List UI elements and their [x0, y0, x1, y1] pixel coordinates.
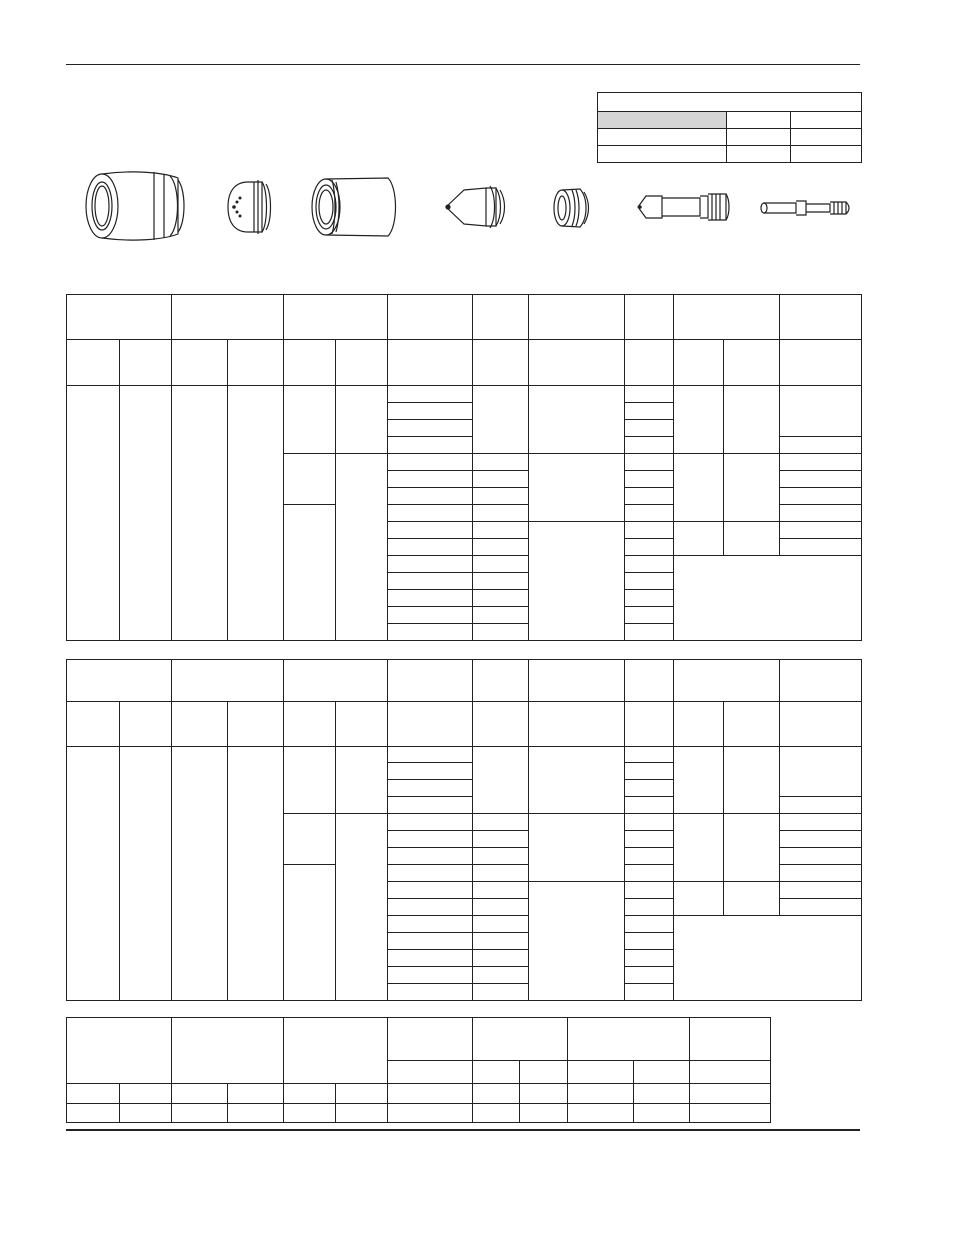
consumable-parts-row: [66, 160, 860, 255]
body-cell: [388, 848, 473, 865]
subheader-cell: [120, 340, 172, 386]
body-cell: [625, 831, 674, 848]
subheader-cell: [520, 1061, 568, 1084]
header-cell: [780, 660, 862, 702]
summary-cell: [791, 112, 862, 129]
body-cell: [529, 522, 625, 641]
footer-table: [66, 1017, 771, 1123]
header-cell: [172, 660, 284, 702]
body-cell: [473, 1084, 520, 1104]
electrode-icon: [636, 190, 732, 224]
body-cell: [388, 814, 473, 831]
subheader-cell: [674, 340, 724, 386]
body-cell: [473, 522, 529, 539]
header-cell: [388, 660, 473, 702]
body-cell: [388, 522, 473, 539]
subheader-cell: [388, 1061, 473, 1084]
subheader-cell: [724, 340, 780, 386]
body-cell: [473, 1104, 520, 1123]
body-cell: [388, 984, 473, 1001]
body-cell: [473, 950, 529, 967]
body-cell: [388, 882, 473, 899]
body-cell: [780, 437, 862, 454]
body-cell: [473, 831, 529, 848]
body-cell: [473, 454, 529, 471]
header-cell: [625, 660, 674, 702]
body-cell: [780, 797, 862, 814]
subheader-cell: [473, 702, 529, 747]
body-cell: [388, 933, 473, 950]
body-cell: [473, 933, 529, 950]
body-cell: [388, 607, 473, 624]
subheader-cell: [67, 340, 120, 386]
body-cell: [388, 539, 473, 556]
subheader-cell: [473, 1061, 520, 1084]
body-cell: [67, 386, 120, 641]
body-cell: [172, 386, 228, 641]
bottom-rule: [66, 1129, 860, 1131]
body-cell: [625, 899, 674, 916]
header-cell: [284, 660, 388, 702]
body-cell: [336, 814, 388, 1001]
body-cell: [780, 814, 862, 831]
body-cell: [388, 454, 473, 471]
shield-cap-icon: [82, 166, 192, 246]
body-cell: [388, 916, 473, 933]
body-cell: [388, 1084, 473, 1104]
body-cell: [473, 848, 529, 865]
consumables-table-1: [66, 294, 862, 641]
body-cell: [625, 882, 674, 899]
body-cell: [388, 437, 473, 454]
subheader-cell: [780, 702, 862, 747]
subheader-cell: [634, 1061, 690, 1084]
subheader-cell: [724, 702, 780, 747]
body-cell: [473, 916, 529, 933]
subheader-cell: [120, 702, 172, 747]
summary-cell: [727, 112, 791, 129]
body-cell: [172, 1104, 228, 1123]
header-cell: [67, 295, 172, 340]
body-cell: [473, 882, 529, 899]
summary-cell: [598, 129, 727, 146]
header-cell: [625, 295, 674, 340]
body-cell: [625, 984, 674, 1001]
subheader-cell: [780, 340, 862, 386]
header-cell: [529, 295, 625, 340]
body-cell: [388, 797, 473, 814]
subheader-cell: [67, 702, 120, 747]
body-cell: [625, 848, 674, 865]
body-cell: [67, 1104, 120, 1123]
body-cell: [780, 848, 862, 865]
body-cell: [529, 882, 625, 1001]
body-cell: [336, 386, 388, 454]
subheader-cell: [284, 340, 336, 386]
body-cell: [625, 420, 674, 437]
body-cell: [625, 505, 674, 522]
header-cell: [529, 660, 625, 702]
body-cell: [388, 780, 473, 797]
subheader-cell: [529, 340, 625, 386]
body-cell: [172, 747, 228, 1001]
subheader-cell: [690, 1061, 771, 1084]
body-cell: [284, 386, 336, 454]
body-cell: [473, 488, 529, 505]
body-cell: [625, 403, 674, 420]
body-cell: [473, 573, 529, 590]
subheader-cell: [473, 340, 529, 386]
body-cell: [473, 607, 529, 624]
body-cell: [473, 899, 529, 916]
top-rule: [66, 64, 860, 65]
body-cell: [780, 899, 862, 916]
body-cell: [388, 403, 473, 420]
body-cell: [120, 1104, 172, 1123]
body-cell: [228, 747, 284, 1001]
body-cell: [625, 471, 674, 488]
body-cell: [520, 1104, 568, 1123]
body-cell: [336, 747, 388, 814]
body-cell: [388, 573, 473, 590]
body-cell: [120, 1084, 172, 1104]
body-cell: [625, 747, 674, 763]
subheader-cell: [284, 702, 336, 747]
subheader-cell: [388, 340, 473, 386]
body-cell: [625, 797, 674, 814]
body-cell: [625, 780, 674, 797]
body-cell: [780, 882, 862, 899]
body-cell: [625, 865, 674, 882]
body-cell: [228, 1104, 284, 1123]
water-tube-icon: [760, 198, 854, 218]
body-cell: [284, 505, 336, 641]
body-cell: [674, 882, 724, 916]
body-cell: [473, 590, 529, 607]
header-cell: [172, 1018, 284, 1084]
body-cell: [388, 899, 473, 916]
body-cell: [473, 505, 529, 522]
summary-table: [597, 92, 862, 163]
body-cell: [388, 488, 473, 505]
subheader-cell: [336, 702, 388, 747]
body-cell: [388, 420, 473, 437]
subheader-cell: [336, 340, 388, 386]
body-cell: [625, 573, 674, 590]
body-cell: [172, 1084, 228, 1104]
body-cell: [780, 522, 862, 539]
subheader-cell: [625, 340, 674, 386]
subheader-cell: [625, 702, 674, 747]
body-cell: [674, 814, 724, 882]
body-cell: [388, 950, 473, 967]
body-cell: [388, 624, 473, 641]
summary-cell: [791, 129, 862, 146]
swirl-ring-icon: [550, 186, 592, 230]
body-cell: [724, 814, 780, 882]
header-cell: [284, 295, 388, 340]
header-cell: [674, 660, 780, 702]
body-cell: [336, 1084, 388, 1104]
body-cell: [780, 505, 862, 522]
body-cell: [780, 865, 862, 882]
body-cell: [388, 471, 473, 488]
body-cell: [625, 607, 674, 624]
subheader-cell: [228, 702, 284, 747]
body-cell: [780, 539, 862, 556]
body-cell: [625, 950, 674, 967]
body-cell: [388, 1104, 473, 1123]
body-cell: [780, 454, 862, 471]
body-cell: [724, 882, 780, 916]
body-cell: [388, 831, 473, 848]
header-cell: [284, 1018, 388, 1084]
body-cell: [473, 967, 529, 984]
body-cell: [625, 763, 674, 780]
subheader-cell: [388, 702, 473, 747]
body-cell: [228, 386, 284, 641]
header-cell: [388, 1018, 473, 1061]
body-cell: [625, 556, 674, 573]
body-cell: [780, 488, 862, 505]
header-cell: [674, 295, 780, 340]
header-cell: [388, 295, 473, 340]
body-cell: [780, 471, 862, 488]
body-cell: [388, 763, 473, 780]
body-cell: [529, 814, 625, 882]
header-cell: [473, 295, 529, 340]
header-cell: [473, 1018, 568, 1061]
header-cell: [67, 1018, 172, 1084]
body-cell: [625, 916, 674, 933]
body-cell: [473, 984, 529, 1001]
body-cell: [634, 1084, 690, 1104]
body-cell: [388, 747, 473, 763]
body-cell: [120, 386, 172, 641]
body-cell: [724, 454, 780, 522]
subheader-cell: [172, 702, 228, 747]
header-cell: [172, 295, 284, 340]
subheader-cell: [172, 340, 228, 386]
header-cell: [473, 660, 529, 702]
body-cell: [473, 624, 529, 641]
body-cell: [724, 386, 780, 454]
body-cell: [674, 522, 724, 556]
body-cell: [625, 386, 674, 403]
body-cell: [388, 505, 473, 522]
body-cell: [568, 1084, 634, 1104]
body-cell: [625, 624, 674, 641]
body-cell: [473, 471, 529, 488]
body-cell: [625, 454, 674, 471]
subheader-cell: [568, 1061, 634, 1084]
header-cell: [690, 1018, 771, 1061]
consumables-table-2: [66, 659, 862, 1001]
subheader-cell: [529, 702, 625, 747]
body-cell: [625, 590, 674, 607]
summary-header-cell: [598, 112, 727, 129]
body-cell: [529, 454, 625, 522]
body-cell: [67, 1084, 120, 1104]
body-cell: [724, 747, 780, 814]
body-cell: [473, 865, 529, 882]
body-cell: [625, 522, 674, 539]
body-cell: [625, 539, 674, 556]
body-cell: [284, 814, 336, 865]
body-cell: [674, 556, 862, 641]
body-cell: [625, 933, 674, 950]
body-cell: [529, 386, 625, 454]
body-cell: [284, 1084, 336, 1104]
subheader-cell: [674, 702, 724, 747]
body-cell: [529, 747, 625, 814]
body-cell: [634, 1104, 690, 1123]
header-cell: [780, 295, 862, 340]
body-cell: [780, 747, 862, 797]
body-cell: [674, 747, 724, 814]
body-cell: [473, 539, 529, 556]
body-cell: [336, 454, 388, 641]
body-cell: [780, 831, 862, 848]
summary-cell: [727, 129, 791, 146]
summary-title-cell: [598, 93, 862, 112]
body-cell: [67, 747, 120, 1001]
shield-icon: [222, 178, 272, 236]
body-cell: [674, 916, 862, 1001]
body-cell: [674, 386, 724, 454]
body-cell: [690, 1084, 771, 1104]
body-cell: [473, 814, 529, 831]
body-cell: [625, 967, 674, 984]
body-cell: [388, 967, 473, 984]
body-cell: [690, 1104, 771, 1123]
body-cell: [780, 386, 862, 437]
body-cell: [336, 1104, 388, 1123]
subheader-cell: [228, 340, 284, 386]
body-cell: [674, 454, 724, 522]
body-cell: [120, 747, 172, 1001]
header-cell: [568, 1018, 690, 1061]
body-cell: [388, 386, 473, 403]
body-cell: [568, 1104, 634, 1123]
body-cell: [228, 1084, 284, 1104]
body-cell: [625, 814, 674, 831]
header-cell: [67, 660, 172, 702]
body-cell: [284, 454, 336, 505]
body-cell: [284, 1104, 336, 1123]
body-cell: [625, 437, 674, 454]
retaining-cap-icon: [306, 174, 400, 240]
body-cell: [625, 488, 674, 505]
body-cell: [724, 522, 780, 556]
body-cell: [473, 747, 529, 814]
body-cell: [388, 590, 473, 607]
nozzle-icon: [442, 182, 512, 232]
body-cell: [388, 556, 473, 573]
body-cell: [473, 556, 529, 573]
body-cell: [284, 747, 336, 814]
body-cell: [520, 1084, 568, 1104]
body-cell: [284, 865, 336, 1001]
body-cell: [473, 386, 529, 454]
body-cell: [388, 865, 473, 882]
